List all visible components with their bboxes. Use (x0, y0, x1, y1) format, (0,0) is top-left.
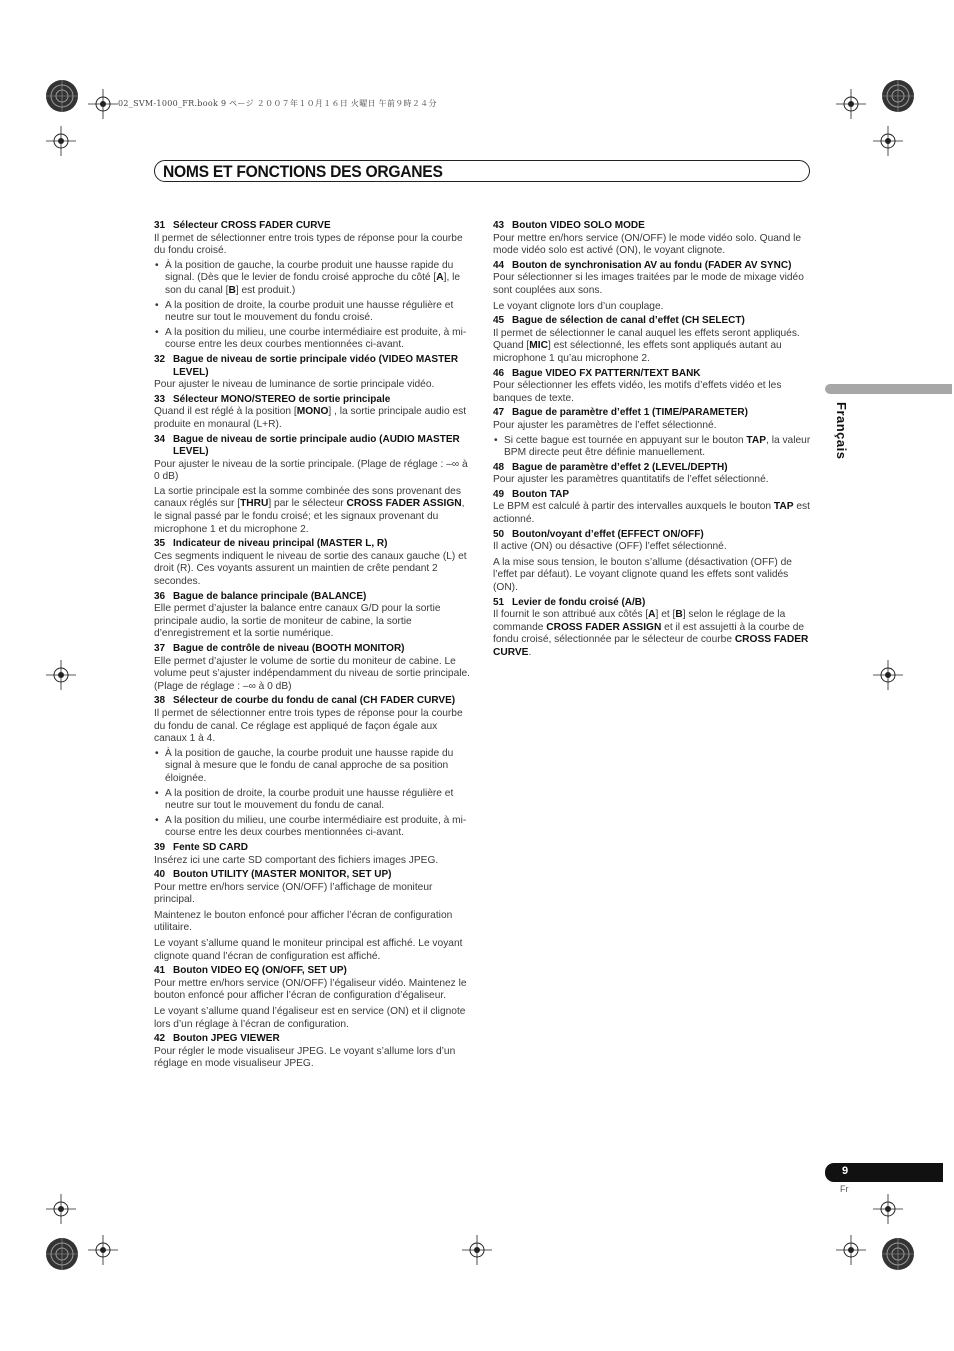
body-paragraph: Pour ajuster le niveau de la sortie principale. (Plage de réglage : –∞ à 0 dB) (154, 458, 468, 483)
page-number: 9 (842, 1165, 849, 1177)
section-number: 37 (154, 643, 166, 654)
body-paragraph: Il active (ON) ou désactive (OFF) l’effet sélectionné. (493, 541, 727, 553)
section-49 (493, 489, 811, 527)
section-heading (493, 260, 811, 273)
section-45 (493, 315, 811, 365)
bullet-list (154, 260, 472, 352)
section-title: Bouton VIDEO EQ (ON/OFF, SET UP) (173, 965, 347, 977)
section-heading (493, 220, 811, 233)
section-heading (154, 538, 472, 551)
section-heading (493, 529, 811, 542)
crosshair-mark-icon (836, 1235, 866, 1265)
crosshair-mark-icon (46, 126, 76, 156)
section-number: 31 (154, 220, 166, 231)
section-heading (154, 354, 472, 379)
section-title: Bouton JPEG VIEWER (173, 1033, 280, 1045)
section-46 (493, 368, 811, 406)
body-paragraph: Pour mettre en/hors service (ON/OFF) l’égaliseur vidéo. Maintenez le bouton enfoncé pour afficher l’écran de configuration d’égaliseur. (154, 977, 467, 1002)
crosshair-mark-icon (46, 660, 76, 690)
bullet-item: • A la position du milieu, une courbe intermédiaire est produite, à mi-course entre les deux courbes mentionnées ci-avant. (154, 815, 472, 840)
bullet-item: • A la position du milieu, une courbe intermédiaire est produite, à mi-course entre les deux courbes mentionnées ci-avant. (154, 327, 472, 352)
section-heading (154, 434, 472, 459)
body-paragraph: Quand il est réglé à la position [MONO] , la sortie principale audio est produite en monaural (L+R). (154, 406, 467, 430)
section-heading (154, 394, 472, 407)
body-paragraph: Le voyant s’allume quand le moniteur principal est affiché. Le voyant clignote quand l’écran de configuration est affiché. (154, 938, 463, 962)
left-column (154, 218, 472, 1073)
section-heading (154, 842, 472, 855)
body-paragraph: Pour régler le mode visualiseur JPEG. Le voyant s’allume lors d’un réglage en mode visualiseur JPEG. (154, 1045, 456, 1070)
section-31 (154, 220, 472, 352)
print-header-line: 02_SVM-1000_FR.book 9 ページ ２００７年１０月１６日 火曜日 午前９時２４分 (118, 99, 437, 108)
section-number: 35 (154, 538, 166, 550)
page-title: NOMS ET FONCTIONS DES ORGANES (163, 162, 443, 181)
section-number: 40 (154, 869, 166, 881)
section-title: Bouton UTILITY (MASTER MONITOR, SET UP) (173, 869, 392, 881)
section-heading (154, 643, 472, 656)
body-paragraph: Maintenez le bouton enfoncé pour afficher l’écran de configuration utilitaire. (154, 909, 453, 934)
section-number: 51 (493, 596, 505, 608)
section-33 (154, 394, 472, 432)
section-title: Sélecteur de courbe du fondu de canal (CH FADER CURVE) (173, 695, 456, 707)
body-paragraph: Pour mettre en/hors service (ON/OFF) l’affichage de moniteur principal. (154, 881, 433, 906)
crosshair-mark-icon (873, 1194, 903, 1224)
bullet-item: • Si cette bague est tournée en appuyant sur le bouton TAP, la valeur BPM directe peut être définie manuellement. (493, 435, 811, 460)
body-paragraph: Pour ajuster les paramètres quantitatifs de l’effet sélectionné. (493, 474, 769, 486)
body-paragraph: Le BPM est calculé à partir des intervalles auxquels le bouton TAP est actionné. (493, 501, 810, 526)
section-number: 49 (493, 488, 505, 500)
registration-target-icon (880, 1236, 916, 1272)
section-title: Sélecteur MONO/STEREO de sortie principale (173, 393, 391, 405)
body-paragraph: Elle permet d’ajuster la balance entre canaux G/D pour la sortie principale audio, la sortie de moniteur de cabine, la sortie d’enregistrement et la sortie numérique. (154, 603, 441, 640)
body-paragraph: Il permet de sélectionner entre trois types de réponse pour la courbe du fondu de canal. Ce réglage est appliqué de façon égale aux canaux 1 à 4. (154, 707, 463, 745)
bullet-list (493, 435, 811, 460)
body-paragraph: Pour ajuster les paramètres de l’effet sélectionné. (493, 419, 717, 431)
section-title: Levier de fondu croisé (A/B) (512, 596, 646, 608)
registration-target-icon (44, 1236, 80, 1272)
section-heading (493, 597, 811, 610)
section-title: Fente SD CARD (173, 841, 249, 853)
crosshair-mark-icon (88, 89, 118, 119)
section-36 (154, 591, 472, 641)
body-paragraph: Pour mettre en/hors service (ON/OFF) le mode vidéo solo. Quand le mode vidéo solo est activé (ON), le voyant clignote. (493, 232, 802, 257)
body-paragraph: Ces segments indiquent le niveau de sortie des canaux gauche (L) et droit (R). Ces voyants assurent un maintien de crête pendant 2 secondes. (154, 550, 467, 588)
section-50 (493, 529, 811, 595)
section-44 (493, 260, 811, 313)
section-number: 48 (493, 461, 505, 473)
language-tab-bar (825, 384, 952, 394)
section-number: 34 (154, 433, 166, 445)
crosshair-mark-icon (88, 1235, 118, 1265)
registration-target-icon (880, 78, 916, 114)
body-paragraph: Le voyant s’allume quand l’égaliseur est en service (ON) et il clignote lors d’un réglage à l’écran de configuration. (154, 1006, 466, 1030)
section-heading (154, 695, 472, 708)
section-title: Bouton/voyant d’effet (EFFECT ON/OFF) (512, 528, 704, 540)
section-heading (154, 220, 472, 233)
body-paragraph: Pour sélectionner les effets vidéo, les motifs d’effets vidéo et les banques de texte. (493, 380, 782, 404)
language-tab-label: Français (834, 402, 849, 460)
body-paragraph: La sortie principale est la somme combinée des sons provenant des canaux réglés sur [THRU] par le sélecteur CROSS FADER ASSIGN, le signal passé par le fondu croisé; et les signaux provenant du microphone 1 et du microphone 2. (154, 485, 465, 535)
section-title: Bouton VIDEO SOLO MODE (512, 220, 645, 231)
section-title: Bague de contrôle de niveau (BOOTH MONITOR) (173, 643, 405, 654)
section-title: Bague de niveau de sortie principale audio (AUDIO MASTER LEVEL) (173, 433, 460, 458)
section-number: 45 (493, 315, 505, 327)
right-column (493, 218, 811, 662)
section-title: Bouton TAP (512, 488, 570, 500)
section-37 (154, 643, 472, 693)
section-title: Bague de niveau de sortie principale vidéo (VIDEO MASTER LEVEL) (173, 353, 459, 378)
section-number: 42 (154, 1033, 166, 1045)
body-paragraph: Il fournit le son attribué aux côtés [A] et [B] selon le réglage de la commande CROSS FADER ASSIGN et il est assujetti à la courbe de fondu croisé, sélectionnée par le sélecteur de courbe CROSS FADER CURVE. (493, 609, 809, 658)
crosshair-mark-icon (462, 1235, 492, 1265)
section-number: 44 (493, 259, 505, 271)
section-heading (154, 591, 472, 604)
section-number: 43 (493, 220, 505, 231)
registration-target-icon (44, 78, 80, 114)
section-42 (154, 1033, 472, 1071)
section-title: Bouton de synchronisation AV au fondu (FADER AV SYNC) (512, 259, 792, 271)
section-heading (154, 1033, 472, 1046)
section-title: Bague de paramètre d’effet 2 (LEVEL/DEPTH) (512, 461, 728, 473)
section-number: 32 (154, 353, 166, 365)
section-number: 33 (154, 393, 166, 405)
section-heading (493, 368, 811, 381)
bullet-item: • A la position de droite, la courbe produit une hausse régulière et neutre sur tout le mouvement du fondu de canal. (154, 788, 472, 813)
body-paragraph: Elle permet d’ajuster le volume de sortie du moniteur de cabine. Le volume peut s’ajuster indépendamment du niveau de sortie principale. (Plage de réglage : –∞ à 0 dB) (154, 655, 471, 692)
body-paragraph: Le voyant clignote lors d’un couplage. (493, 300, 664, 312)
section-title: Bague de paramètre d’effet 1 (TIME/PARAMETER) (512, 407, 748, 419)
section-43 (493, 220, 811, 258)
section-title: Bague VIDEO FX PATTERN/TEXT BANK (512, 367, 701, 379)
section-32 (154, 354, 472, 392)
section-heading (493, 407, 811, 420)
body-paragraph: Insérez ici une carte SD comportant des fichiers images JPEG. (154, 854, 439, 866)
section-number: 39 (154, 841, 166, 853)
section-heading (154, 965, 472, 978)
section-title: Bague de sélection de canal d’effet (CH SELECT) (512, 315, 745, 327)
page-language-code: Fr (840, 1184, 849, 1194)
section-title: Indicateur de niveau principal (MASTER L, R) (173, 538, 388, 550)
crosshair-mark-icon (46, 1194, 76, 1224)
section-40 (154, 869, 472, 963)
section-heading (493, 315, 811, 328)
section-48 (493, 462, 811, 487)
section-title: Sélecteur CROSS FADER CURVE (173, 220, 331, 231)
section-heading (154, 869, 472, 882)
bullet-item: • À la position de gauche, la courbe produit une hausse rapide du signal à mesure que le fondu de canal approche de sa position éloignée. (154, 748, 472, 786)
body-paragraph: Il permet de sélectionner le canal auquel les effets seront appliqués. Quand [MIC] est sélectionné, les effets sont appliqués autant au microphone 1 qu’au microphone 2. (493, 327, 800, 364)
section-heading (493, 489, 811, 502)
section-number: 36 (154, 590, 166, 602)
section-title: Bague de balance principale (BALANCE) (173, 590, 367, 602)
bullet-item: • A la position de droite, la courbe produit une hausse régulière et neutre sur tout le mouvement du fondu croisé. (154, 300, 472, 325)
section-47 (493, 407, 811, 459)
body-paragraph: Pour sélectionner si les images traitées par le mode de mixage vidéo sont couplées aux sons. (493, 272, 804, 296)
section-number: 47 (493, 407, 505, 419)
section-number: 41 (154, 965, 166, 977)
crosshair-mark-icon (836, 89, 866, 119)
section-number: 46 (493, 367, 505, 379)
section-number: 50 (493, 528, 505, 540)
crosshair-mark-icon (873, 660, 903, 690)
crosshair-mark-icon (873, 126, 903, 156)
section-number: 38 (154, 695, 166, 707)
bullet-item: • À la position de gauche, la courbe produit une hausse rapide du signal. (Dès que le levier de fondu croisé approche du côté [A], le son du canal [B] est produit.) (154, 260, 472, 298)
section-35 (154, 538, 472, 588)
section-34 (154, 434, 472, 537)
section-39 (154, 842, 472, 867)
bullet-list (154, 748, 472, 840)
section-heading (493, 462, 811, 475)
section-51 (493, 597, 811, 660)
section-41 (154, 965, 472, 1031)
body-paragraph: Pour ajuster le niveau de luminance de sortie principale vidéo. (154, 379, 435, 391)
section-38 (154, 695, 472, 840)
page-title-bar (154, 160, 810, 182)
body-paragraph: A la mise sous tension, le bouton s’allume (désactivation (OFF) de l’effet par défaut). Le voyant clignote quand les effets sont validés (ON). (493, 556, 792, 594)
body-paragraph: Il permet de sélectionner entre trois types de réponse pour la courbe du fondu croisé. (154, 232, 463, 257)
